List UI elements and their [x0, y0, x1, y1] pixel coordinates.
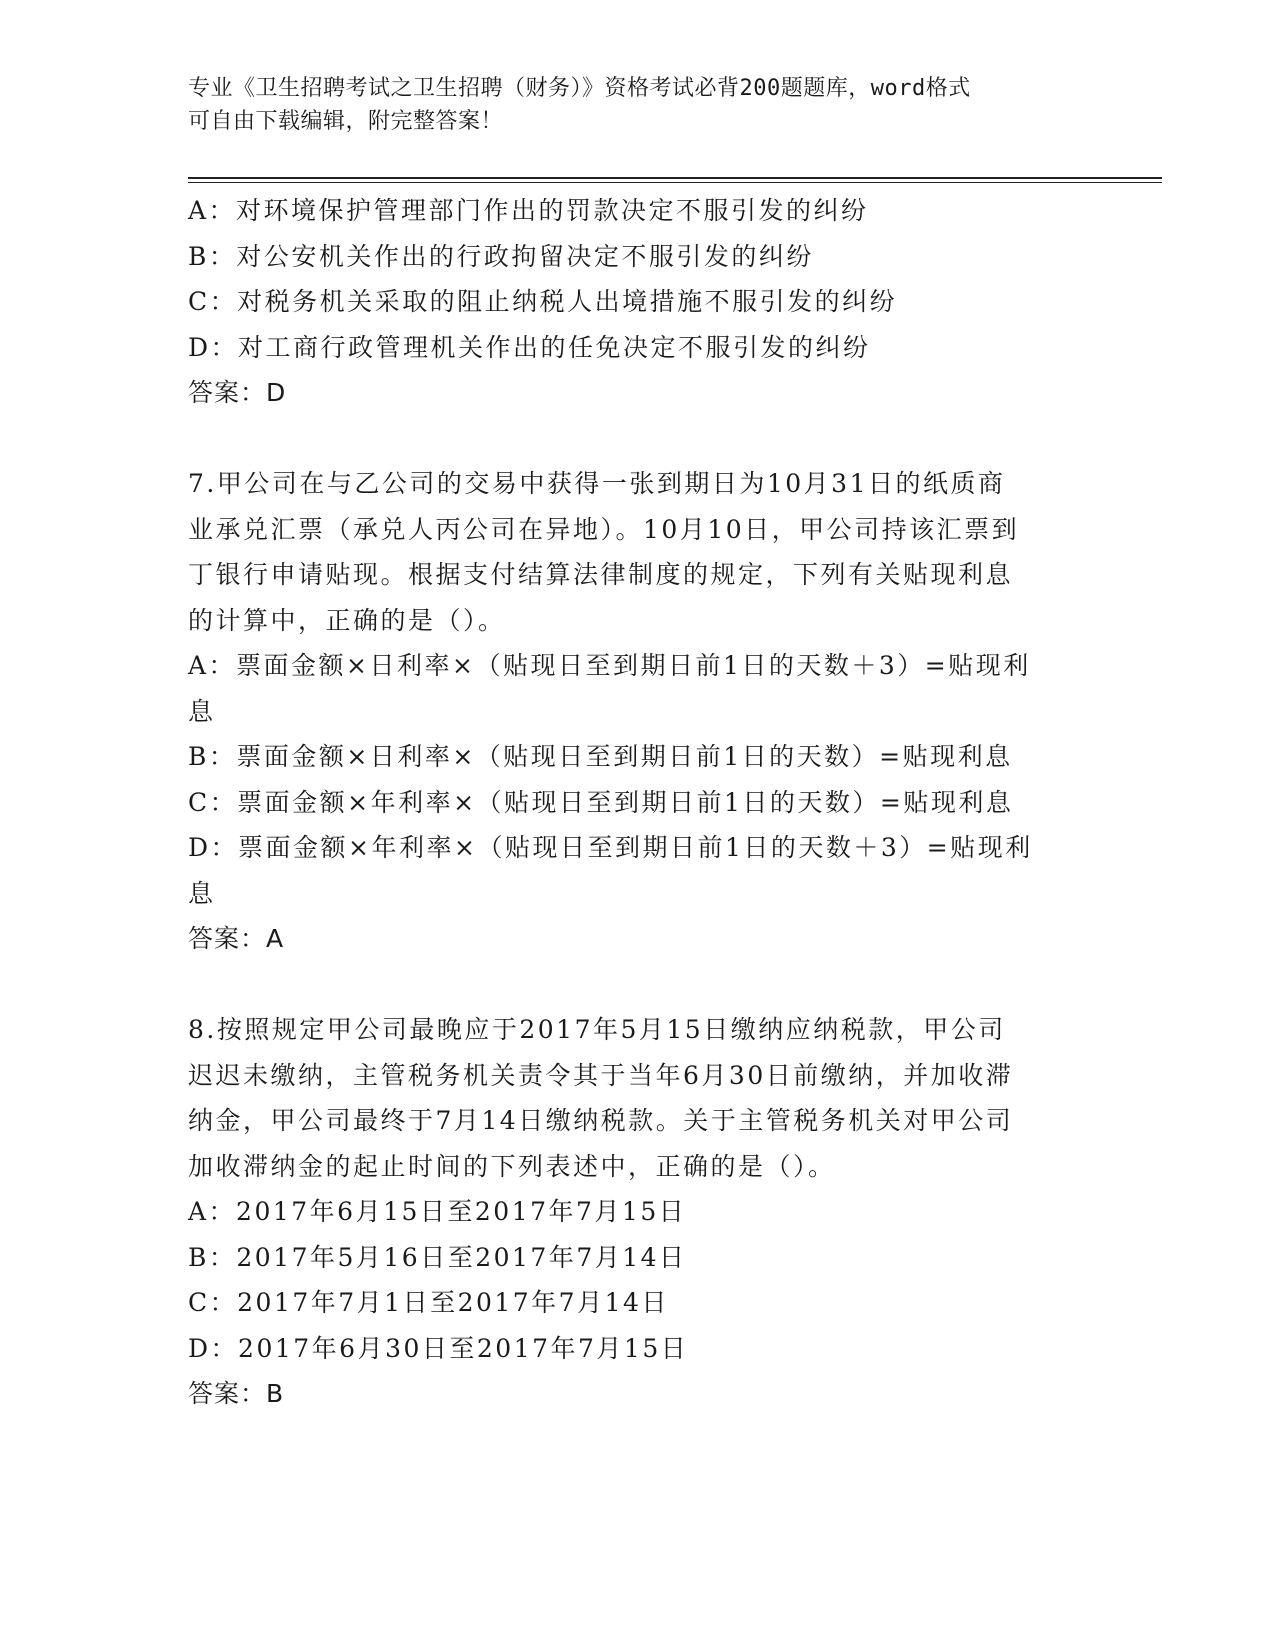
q7-option-b: B：票面金额×日利率×（贴现日至到期日前1日的天数）=贴现利息	[188, 742, 1013, 771]
q8-stem-line-1: 8.按照规定甲公司最晚应于2017年5月15日缴纳应纳税款，甲公司	[188, 1015, 1006, 1044]
q7-stem-line-4: 的计算中，正确的是（）。	[188, 605, 506, 635]
header-divider-thick	[188, 177, 1162, 179]
document-header	[188, 72, 1068, 138]
q7-stem-line-2: 业承兑汇票（承兑人丙公司在异地）。10月10日，甲公司持该汇票到	[188, 514, 1020, 544]
q8-option-d: D：2017年6月30日至2017年7月15日	[188, 1333, 689, 1363]
header-line-1: 专业《卫生招聘考试之卫生招聘（财务）》资格考试必背200题题库，word格式	[188, 76, 971, 101]
q7-option-d: D：票面金额×年利率×（贴现日至到期日前1日的天数＋3）=贴现利	[188, 833, 1033, 862]
q7-option-d-cont: 息	[188, 878, 216, 908]
q7-stem-line-1: 7.甲公司在与乙公司的交易中获得一张到期日为10月31日的纸质商	[188, 469, 1006, 498]
q8-answer: 答案：B	[188, 1379, 285, 1408]
q7-option-c: C：票面金额×年利率×（贴现日至到期日前1日的天数）=贴现利息	[188, 787, 1014, 817]
q8-option-c: C：2017年7月1日至2017年7月14日	[188, 1288, 669, 1317]
q6-option-c: C：对税务机关采取的阻止纳税人出境措施不服引发的纠纷	[188, 287, 898, 316]
q8-stem-line-3: 纳金，甲公司最终于7月14日缴纳税款。关于主管税务机关对甲公司	[188, 1106, 1014, 1135]
q8-option-a: A：2017年6月15日至2017年7月15日	[188, 1197, 687, 1226]
q6-option-d: D：对工商行政管理机关作出的任免决定不服引发的纠纷	[188, 332, 871, 362]
q6-option-b: B：对公安机关作出的行政拘留决定不服引发的纠纷	[188, 241, 814, 271]
q7-answer: 答案：A	[188, 924, 285, 953]
q7-stem-line-3: 丁银行申请贴现。根据支付结算法律制度的规定，下列有关贴现利息	[188, 560, 1014, 589]
question-8	[188, 1007, 1088, 1417]
header-divider-thin	[188, 182, 1162, 183]
q6-answer: 答案：D	[188, 378, 287, 407]
question-content	[188, 188, 1088, 1417]
q8-stem-line-2: 迟迟未缴纳，主管税务机关责令其于当年6月30日前缴纳，并加收滞	[188, 1060, 1014, 1090]
spacer	[188, 416, 1088, 462]
header-line-2: 可自由下载编辑，附完整答案！	[188, 109, 504, 134]
q8-option-b: B：2017年5月16日至2017年7月14日	[188, 1242, 687, 1272]
q6-option-a: A：对环境保护管理部门作出的罚款决定不服引发的纠纷	[188, 196, 869, 225]
q7-option-a-cont: 息	[188, 696, 216, 726]
question-7	[188, 461, 1088, 962]
q8-stem-line-4: 加收滞纳金的起止时间的下列表述中，正确的是（）。	[188, 1151, 836, 1181]
q7-option-a: A：票面金额×日利率×（贴现日至到期日前1日的天数＋3）=贴现利	[188, 651, 1031, 680]
spacer	[188, 962, 1088, 1008]
question-6	[188, 188, 1088, 416]
